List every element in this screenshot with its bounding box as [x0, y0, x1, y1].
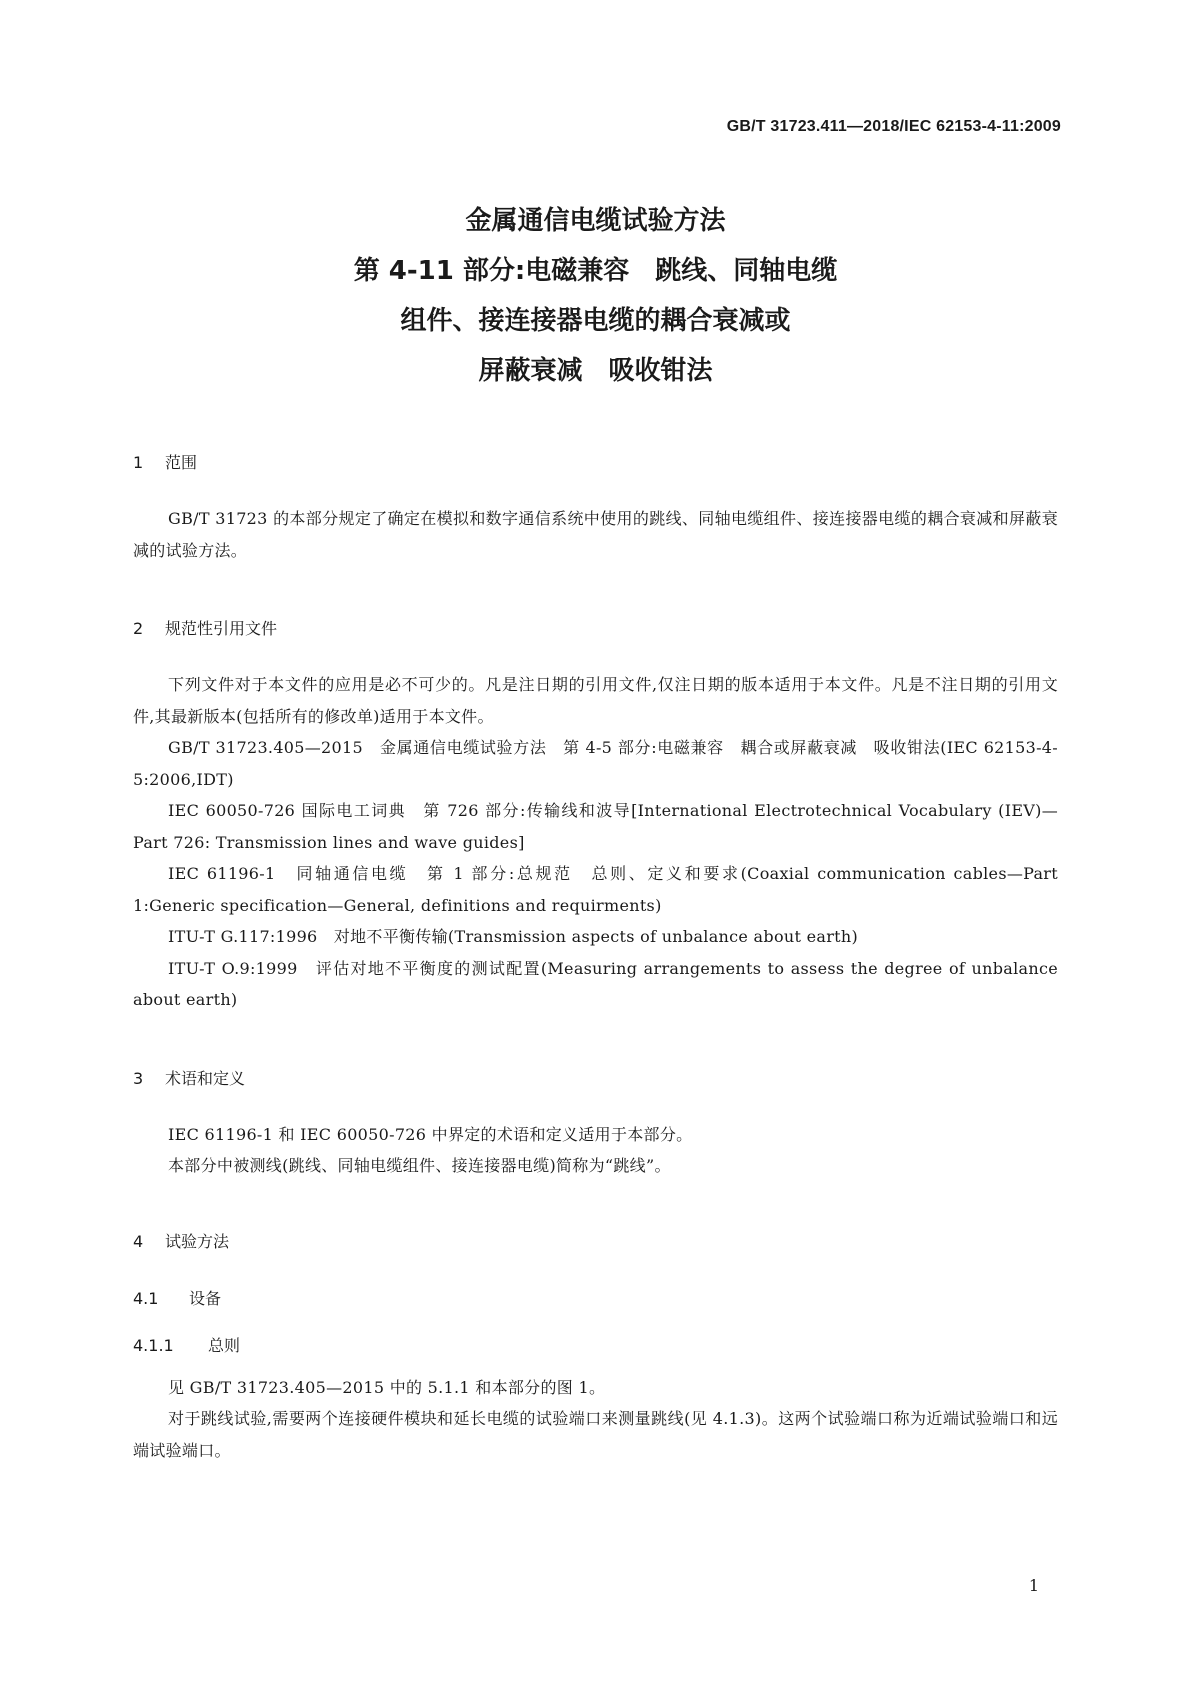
section-4-heading: [133, 1229, 1058, 1252]
section-title: 术语和定义: [165, 1068, 246, 1088]
paragraph: 本部分中被测线(跳线、同轴电缆组件、接连接器电缆)简称为“跳线”。: [168, 1156, 671, 1175]
section-4-1-1-heading: [133, 1333, 1058, 1356]
section-number: 2: [133, 619, 144, 638]
paragraph: IEC 61196-1 和 IEC 60050-726 中界定的术语和定义适用于本部分。: [168, 1124, 693, 1144]
section-3-heading: [133, 1066, 1058, 1089]
section-1-heading: [133, 450, 1058, 473]
section-number: 4.1: [133, 1288, 159, 1308]
title-line: 组件、接连接器电缆的耦合衰减或: [400, 306, 791, 336]
section-number: 4: [133, 1231, 144, 1251]
paragraph: 对于跳线试验,需要两个连接硬件模块和延长电缆的试验端口来测量跳线(见 4.1.3)。这两个试验端口称为近端试验端口和远端试验端口。: [133, 1409, 1058, 1460]
reference-item: ITU-T O.9:1999 评估对地不平衡度的测试配置(Measuring arrangements to assess the degree of unbalance about earth): [133, 958, 1058, 1009]
reference-item: ITU-T G.117:1996 对地不平衡传输(Transmission aspects of unbalance about earth): [168, 927, 859, 946]
reference-item: IEC 61196-1 同轴通信电缆 第 1 部分:总规范 总则、定义和要求(Coaxial communication cables—Part 1:Generic specification—General, definitions and requirments): [133, 864, 1058, 915]
section-title: 设备: [189, 1288, 222, 1308]
title-line: 第 4-11 部分:电磁兼容 跳线、同轴电缆: [353, 256, 838, 286]
document-body: [133, 450, 1058, 1466]
section-4-1-heading: [133, 1286, 1058, 1309]
standard-header: GB/T 31723.411—2018/IEC 62153-4-11:2009: [726, 118, 1061, 135]
page-number: 1: [1028, 1576, 1039, 1595]
section-number: 3: [133, 1068, 144, 1088]
document-title: [0, 196, 1191, 396]
title-line: 屏蔽衰减 吸收钳法: [478, 356, 713, 386]
section-title: 规范性引用文件: [165, 619, 278, 638]
section-title: 试验方法: [165, 1231, 230, 1251]
reference-item: IEC 60050-726 国际电工词典 第 726 部分:传输线和波导[International Electrotechnical Vocabulary (IEV)—Part 726: Transmission lines and wave guides]: [133, 801, 1058, 852]
reference-item: GB/T 31723.405—2015 金属通信电缆试验方法 第 4-5 部分:电磁兼容 耦合或屏蔽衰减 吸收钳法(IEC 62153-4-5:2006,IDT): [133, 738, 1058, 789]
section-title: 范围: [165, 453, 198, 472]
section-2-heading: [133, 616, 1058, 639]
paragraph: 见 GB/T 31723.405—2015 中的 5.1.1 和本部分的图 1。: [168, 1377, 606, 1397]
paragraph: 下列文件对于本文件的应用是必不可少的。凡是注日期的引用文件,仅注日期的版本适用于本文件。凡是不注日期的引用文件,其最新版本(包括所有的修改单)适用于本文件。: [133, 675, 1058, 726]
title-line: 金属通信电缆试验方法: [465, 206, 726, 236]
section-number: 4.1.1: [133, 1335, 174, 1355]
section-title: 总则: [208, 1335, 241, 1355]
section-number: 1: [133, 453, 144, 472]
paragraph: GB/T 31723 的本部分规定了确定在模拟和数字通信系统中使用的跳线、同轴电缆组件、接连接器电缆的耦合衰减和屏蔽衰减的试验方法。: [133, 509, 1058, 560]
